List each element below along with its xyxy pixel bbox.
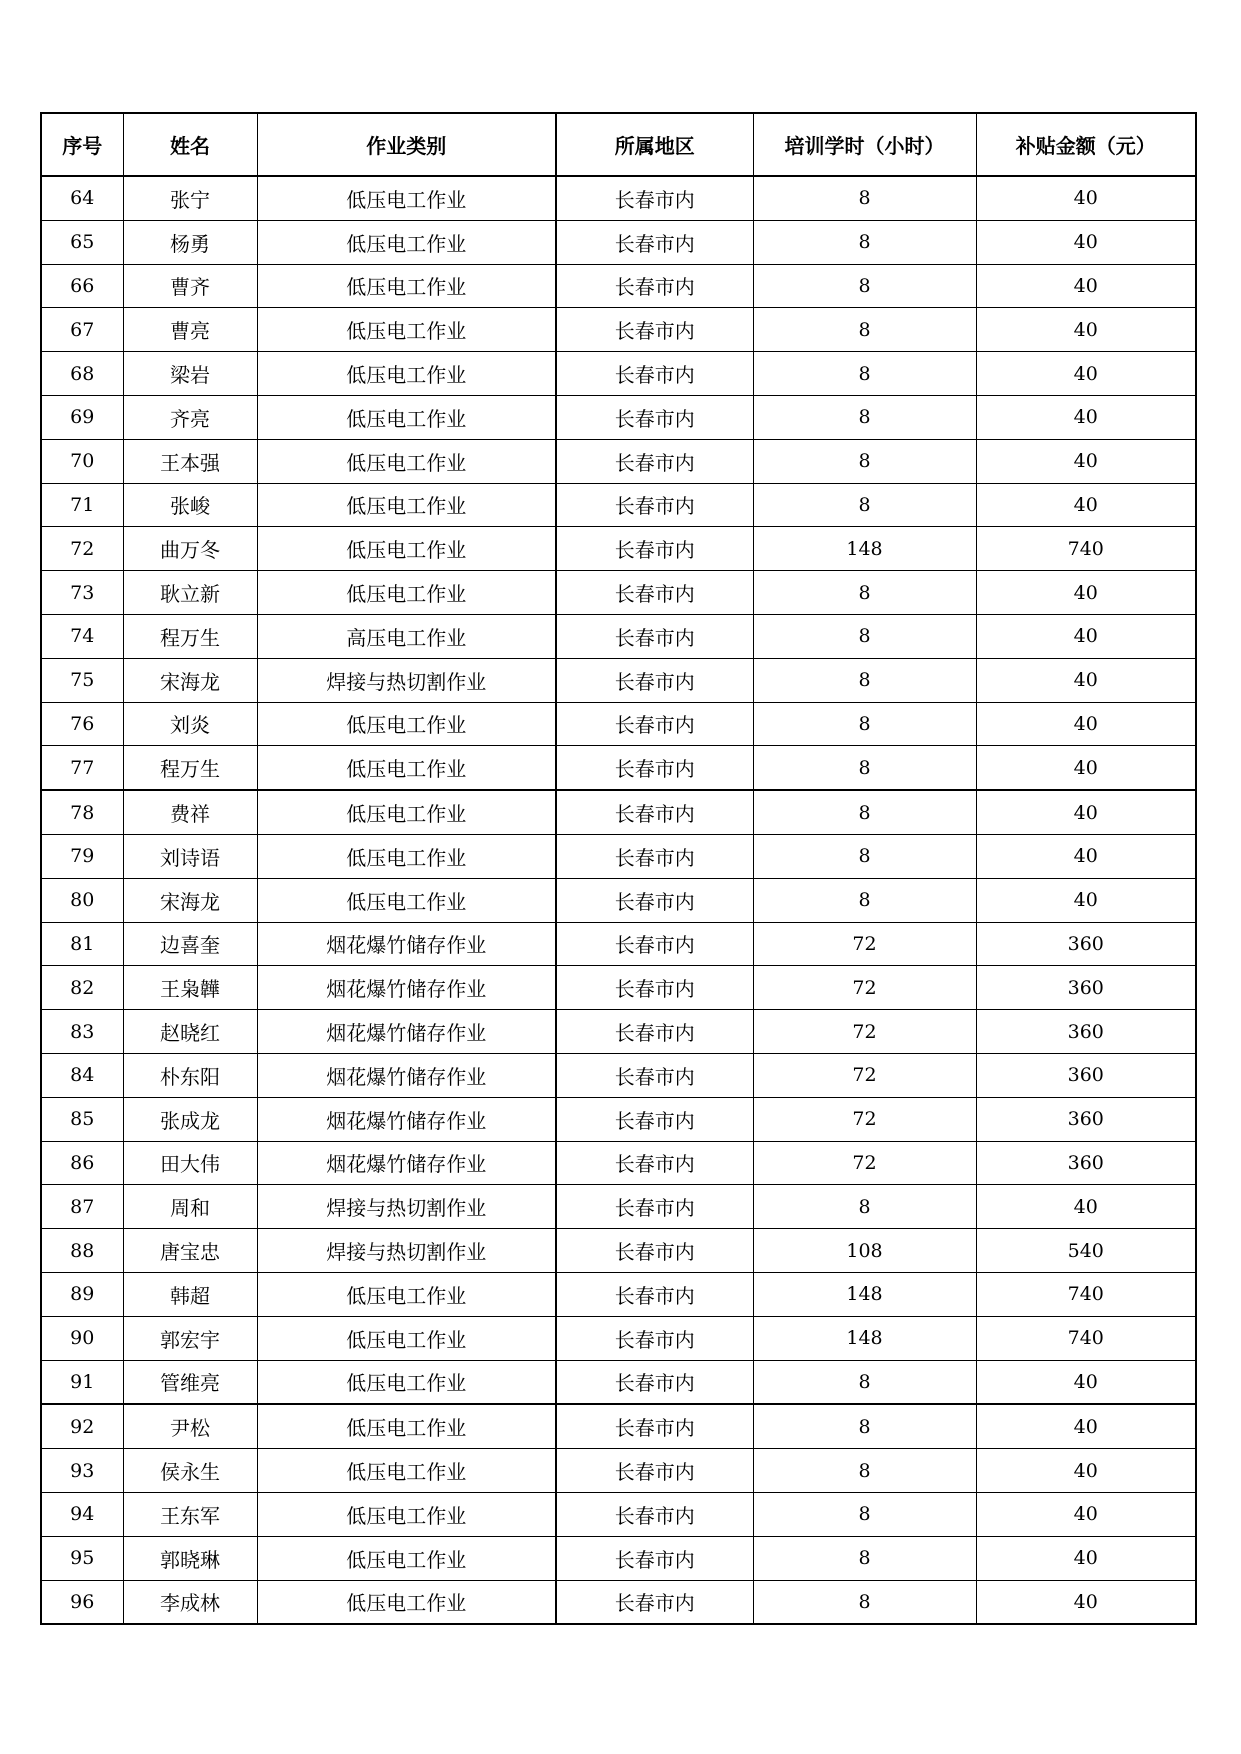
table-row xyxy=(41,1053,1196,1097)
table-row xyxy=(41,483,1196,527)
cell-index: 82 xyxy=(41,966,123,1010)
cell-name: 梁岩 xyxy=(123,352,257,396)
cell-region: 长春市内 xyxy=(556,1536,753,1580)
cell-region: 长春市内 xyxy=(556,176,753,220)
table-row xyxy=(41,264,1196,308)
cell-type: 焊接与热切割作业 xyxy=(257,1185,556,1229)
table-row xyxy=(41,878,1196,922)
cell-index: 70 xyxy=(41,439,123,483)
cell-name: 张成龙 xyxy=(123,1097,257,1141)
cell-type: 低压电工作业 xyxy=(257,790,556,834)
cell-type: 低压电工作业 xyxy=(257,571,556,615)
cell-hours: 8 xyxy=(753,571,976,615)
cell-type: 低压电工作业 xyxy=(257,527,556,571)
cell-name: 周和 xyxy=(123,1185,257,1229)
cell-region: 长春市内 xyxy=(556,571,753,615)
table-header xyxy=(41,113,1196,176)
cell-hours: 148 xyxy=(753,527,976,571)
cell-index: 78 xyxy=(41,790,123,834)
cell-hours: 148 xyxy=(753,1316,976,1360)
cell-hours: 8 xyxy=(753,1580,976,1624)
table-row xyxy=(41,352,1196,396)
cell-index: 66 xyxy=(41,264,123,308)
cell-name: 郭宏宇 xyxy=(123,1316,257,1360)
cell-subsidy: 40 xyxy=(976,1449,1196,1493)
cell-subsidy: 540 xyxy=(976,1229,1196,1273)
cell-region: 长春市内 xyxy=(556,966,753,1010)
cell-hours: 72 xyxy=(753,922,976,966)
cell-region: 长春市内 xyxy=(556,1141,753,1185)
table-row xyxy=(41,1141,1196,1185)
cell-region: 长春市内 xyxy=(556,1229,753,1273)
cell-subsidy: 40 xyxy=(976,220,1196,264)
cell-region: 长春市内 xyxy=(556,439,753,483)
cell-name: 曲万冬 xyxy=(123,527,257,571)
table-row xyxy=(41,1229,1196,1273)
cell-subsidy: 40 xyxy=(976,658,1196,702)
table-row xyxy=(41,1010,1196,1054)
cell-hours: 8 xyxy=(753,395,976,439)
cell-region: 长春市内 xyxy=(556,395,753,439)
cell-type: 低压电工作业 xyxy=(257,176,556,220)
table-row xyxy=(41,746,1196,790)
cell-hours: 8 xyxy=(753,658,976,702)
cell-subsidy: 40 xyxy=(976,571,1196,615)
table-row xyxy=(41,1360,1196,1404)
cell-name: 郭晓琳 xyxy=(123,1536,257,1580)
cell-index: 68 xyxy=(41,352,123,396)
table-row xyxy=(41,571,1196,615)
cell-type: 低压电工作业 xyxy=(257,1316,556,1360)
table-row xyxy=(41,439,1196,483)
table-row xyxy=(41,702,1196,746)
table-row xyxy=(41,1272,1196,1316)
cell-type: 烟花爆竹储存作业 xyxy=(257,966,556,1010)
cell-name: 王本强 xyxy=(123,439,257,483)
cell-hours: 8 xyxy=(753,352,976,396)
cell-name: 刘炎 xyxy=(123,702,257,746)
cell-name: 费祥 xyxy=(123,790,257,834)
cell-region: 长春市内 xyxy=(556,220,753,264)
cell-hours: 8 xyxy=(753,220,976,264)
cell-type: 低压电工作业 xyxy=(257,1536,556,1580)
cell-index: 77 xyxy=(41,746,123,790)
cell-region: 长春市内 xyxy=(556,1010,753,1054)
cell-region: 长春市内 xyxy=(556,834,753,878)
cell-hours: 8 xyxy=(753,614,976,658)
table-row xyxy=(41,176,1196,220)
header-region: 所属地区 xyxy=(556,113,753,176)
cell-subsidy: 360 xyxy=(976,1097,1196,1141)
cell-name: 杨勇 xyxy=(123,220,257,264)
cell-region: 长春市内 xyxy=(556,1404,753,1448)
cell-hours: 8 xyxy=(753,1360,976,1404)
cell-name: 王东军 xyxy=(123,1492,257,1536)
cell-index: 94 xyxy=(41,1492,123,1536)
cell-region: 长春市内 xyxy=(556,1053,753,1097)
cell-name: 管维亮 xyxy=(123,1360,257,1404)
cell-index: 91 xyxy=(41,1360,123,1404)
cell-index: 85 xyxy=(41,1097,123,1141)
cell-subsidy: 360 xyxy=(976,966,1196,1010)
cell-hours: 8 xyxy=(753,176,976,220)
cell-type: 烟花爆竹储存作业 xyxy=(257,1010,556,1054)
cell-type: 低压电工作业 xyxy=(257,1404,556,1448)
cell-type: 低压电工作业 xyxy=(257,352,556,396)
cell-type: 烟花爆竹储存作业 xyxy=(257,1053,556,1097)
cell-name: 齐亮 xyxy=(123,395,257,439)
cell-hours: 8 xyxy=(753,1449,976,1493)
cell-name: 尹松 xyxy=(123,1404,257,1448)
cell-region: 长春市内 xyxy=(556,264,753,308)
table-row xyxy=(41,308,1196,352)
cell-type: 烟花爆竹储存作业 xyxy=(257,1141,556,1185)
table-row xyxy=(41,1097,1196,1141)
cell-index: 93 xyxy=(41,1449,123,1493)
cell-index: 65 xyxy=(41,220,123,264)
cell-index: 83 xyxy=(41,1010,123,1054)
cell-type: 低压电工作业 xyxy=(257,220,556,264)
cell-name: 朴东阳 xyxy=(123,1053,257,1097)
cell-name: 赵晓红 xyxy=(123,1010,257,1054)
cell-index: 95 xyxy=(41,1536,123,1580)
cell-index: 79 xyxy=(41,834,123,878)
table-row xyxy=(41,220,1196,264)
cell-subsidy: 40 xyxy=(976,308,1196,352)
cell-subsidy: 40 xyxy=(976,1185,1196,1229)
cell-hours: 8 xyxy=(753,308,976,352)
cell-name: 宋海龙 xyxy=(123,658,257,702)
cell-hours: 8 xyxy=(753,702,976,746)
cell-region: 长春市内 xyxy=(556,527,753,571)
cell-hours: 8 xyxy=(753,834,976,878)
cell-hours: 8 xyxy=(753,483,976,527)
cell-subsidy: 40 xyxy=(976,352,1196,396)
cell-index: 81 xyxy=(41,922,123,966)
cell-subsidy: 40 xyxy=(976,878,1196,922)
cell-subsidy: 40 xyxy=(976,176,1196,220)
cell-region: 长春市内 xyxy=(556,1316,753,1360)
cell-index: 96 xyxy=(41,1580,123,1624)
cell-hours: 8 xyxy=(753,878,976,922)
cell-type: 低压电工作业 xyxy=(257,439,556,483)
cell-type: 低压电工作业 xyxy=(257,746,556,790)
cell-subsidy: 40 xyxy=(976,834,1196,878)
cell-index: 71 xyxy=(41,483,123,527)
cell-type: 低压电工作业 xyxy=(257,1580,556,1624)
cell-index: 84 xyxy=(41,1053,123,1097)
cell-hours: 72 xyxy=(753,1141,976,1185)
header-index: 序号 xyxy=(41,113,123,176)
cell-region: 长春市内 xyxy=(556,1185,753,1229)
cell-name: 田大伟 xyxy=(123,1141,257,1185)
cell-subsidy: 40 xyxy=(976,395,1196,439)
cell-index: 72 xyxy=(41,527,123,571)
cell-name: 程万生 xyxy=(123,614,257,658)
cell-hours: 8 xyxy=(753,1404,976,1448)
cell-name: 韩超 xyxy=(123,1272,257,1316)
cell-subsidy: 40 xyxy=(976,702,1196,746)
table-row xyxy=(41,1185,1196,1229)
cell-name: 宋海龙 xyxy=(123,878,257,922)
table-row xyxy=(41,527,1196,571)
cell-type: 焊接与热切割作业 xyxy=(257,658,556,702)
header-hours: 培训学时（小时） xyxy=(753,113,976,176)
table-body xyxy=(41,176,1196,1624)
table-row xyxy=(41,922,1196,966)
header-row xyxy=(41,113,1196,176)
cell-name: 曹齐 xyxy=(123,264,257,308)
cell-type: 烟花爆竹储存作业 xyxy=(257,1097,556,1141)
cell-index: 76 xyxy=(41,702,123,746)
cell-region: 长春市内 xyxy=(556,1272,753,1316)
cell-type: 低压电工作业 xyxy=(257,1492,556,1536)
cell-hours: 8 xyxy=(753,746,976,790)
cell-type: 烟花爆竹储存作业 xyxy=(257,922,556,966)
cell-name: 张峻 xyxy=(123,483,257,527)
cell-name: 边喜奎 xyxy=(123,922,257,966)
cell-subsidy: 40 xyxy=(976,439,1196,483)
table-row xyxy=(41,1580,1196,1624)
cell-hours: 8 xyxy=(753,1536,976,1580)
cell-subsidy: 740 xyxy=(976,1316,1196,1360)
cell-hours: 72 xyxy=(753,1053,976,1097)
cell-name: 曹亮 xyxy=(123,308,257,352)
cell-index: 88 xyxy=(41,1229,123,1273)
cell-index: 67 xyxy=(41,308,123,352)
cell-subsidy: 40 xyxy=(976,1536,1196,1580)
cell-name: 耿立新 xyxy=(123,571,257,615)
table-row xyxy=(41,614,1196,658)
cell-subsidy: 40 xyxy=(976,483,1196,527)
cell-region: 长春市内 xyxy=(556,614,753,658)
cell-name: 张宁 xyxy=(123,176,257,220)
cell-subsidy: 40 xyxy=(976,1492,1196,1536)
cell-subsidy: 40 xyxy=(976,1580,1196,1624)
cell-subsidy: 360 xyxy=(976,922,1196,966)
cell-subsidy: 40 xyxy=(976,1404,1196,1448)
cell-type: 低压电工作业 xyxy=(257,308,556,352)
cell-hours: 72 xyxy=(753,966,976,1010)
cell-region: 长春市内 xyxy=(556,352,753,396)
cell-region: 长春市内 xyxy=(556,1492,753,1536)
cell-region: 长春市内 xyxy=(556,308,753,352)
cell-name: 刘诗语 xyxy=(123,834,257,878)
table-row xyxy=(41,790,1196,834)
cell-region: 长春市内 xyxy=(556,658,753,702)
cell-index: 69 xyxy=(41,395,123,439)
table-row xyxy=(41,1492,1196,1536)
cell-hours: 8 xyxy=(753,790,976,834)
cell-type: 低压电工作业 xyxy=(257,1272,556,1316)
cell-hours: 72 xyxy=(753,1010,976,1054)
cell-subsidy: 360 xyxy=(976,1010,1196,1054)
cell-type: 低压电工作业 xyxy=(257,702,556,746)
cell-index: 89 xyxy=(41,1272,123,1316)
cell-type: 低压电工作业 xyxy=(257,878,556,922)
table-row xyxy=(41,834,1196,878)
cell-subsidy: 40 xyxy=(976,746,1196,790)
cell-index: 74 xyxy=(41,614,123,658)
cell-name: 王枭韡 xyxy=(123,966,257,1010)
header-type: 作业类别 xyxy=(257,113,556,176)
cell-hours: 8 xyxy=(753,1492,976,1536)
table-row xyxy=(41,1316,1196,1360)
cell-type: 高压电工作业 xyxy=(257,614,556,658)
cell-hours: 72 xyxy=(753,1097,976,1141)
cell-name: 李成林 xyxy=(123,1580,257,1624)
cell-index: 80 xyxy=(41,878,123,922)
cell-name: 唐宝忠 xyxy=(123,1229,257,1273)
cell-hours: 148 xyxy=(753,1272,976,1316)
cell-subsidy: 740 xyxy=(976,527,1196,571)
table-row xyxy=(41,658,1196,702)
cell-hours: 8 xyxy=(753,264,976,308)
cell-index: 87 xyxy=(41,1185,123,1229)
header-subsidy: 补贴金额（元） xyxy=(976,113,1196,176)
table-row xyxy=(41,966,1196,1010)
cell-type: 低压电工作业 xyxy=(257,395,556,439)
cell-hours: 8 xyxy=(753,439,976,483)
cell-region: 长春市内 xyxy=(556,1449,753,1493)
cell-index: 92 xyxy=(41,1404,123,1448)
cell-subsidy: 40 xyxy=(976,264,1196,308)
cell-type: 低压电工作业 xyxy=(257,264,556,308)
table-row xyxy=(41,1404,1196,1448)
cell-type: 低压电工作业 xyxy=(257,834,556,878)
cell-region: 长春市内 xyxy=(556,1097,753,1141)
table-row xyxy=(41,395,1196,439)
subsidy-table xyxy=(40,112,1197,1625)
cell-region: 长春市内 xyxy=(556,922,753,966)
cell-region: 长春市内 xyxy=(556,878,753,922)
cell-subsidy: 40 xyxy=(976,614,1196,658)
cell-index: 75 xyxy=(41,658,123,702)
cell-region: 长春市内 xyxy=(556,1580,753,1624)
cell-subsidy: 40 xyxy=(976,790,1196,834)
cell-region: 长春市内 xyxy=(556,746,753,790)
cell-type: 低压电工作业 xyxy=(257,1360,556,1404)
cell-region: 长春市内 xyxy=(556,790,753,834)
cell-type: 焊接与热切割作业 xyxy=(257,1229,556,1273)
cell-type: 低压电工作业 xyxy=(257,483,556,527)
table-row xyxy=(41,1449,1196,1493)
cell-region: 长春市内 xyxy=(556,702,753,746)
cell-type: 低压电工作业 xyxy=(257,1449,556,1493)
cell-hours: 8 xyxy=(753,1185,976,1229)
header-name: 姓名 xyxy=(123,113,257,176)
cell-index: 64 xyxy=(41,176,123,220)
cell-index: 73 xyxy=(41,571,123,615)
cell-region: 长春市内 xyxy=(556,1360,753,1404)
table-row xyxy=(41,1536,1196,1580)
cell-subsidy: 360 xyxy=(976,1053,1196,1097)
cell-index: 90 xyxy=(41,1316,123,1360)
cell-hours: 108 xyxy=(753,1229,976,1273)
cell-subsidy: 740 xyxy=(976,1272,1196,1316)
cell-subsidy: 360 xyxy=(976,1141,1196,1185)
cell-index: 86 xyxy=(41,1141,123,1185)
cell-subsidy: 40 xyxy=(976,1360,1196,1404)
cell-name: 侯永生 xyxy=(123,1449,257,1493)
cell-name: 程万生 xyxy=(123,746,257,790)
cell-region: 长春市内 xyxy=(556,483,753,527)
